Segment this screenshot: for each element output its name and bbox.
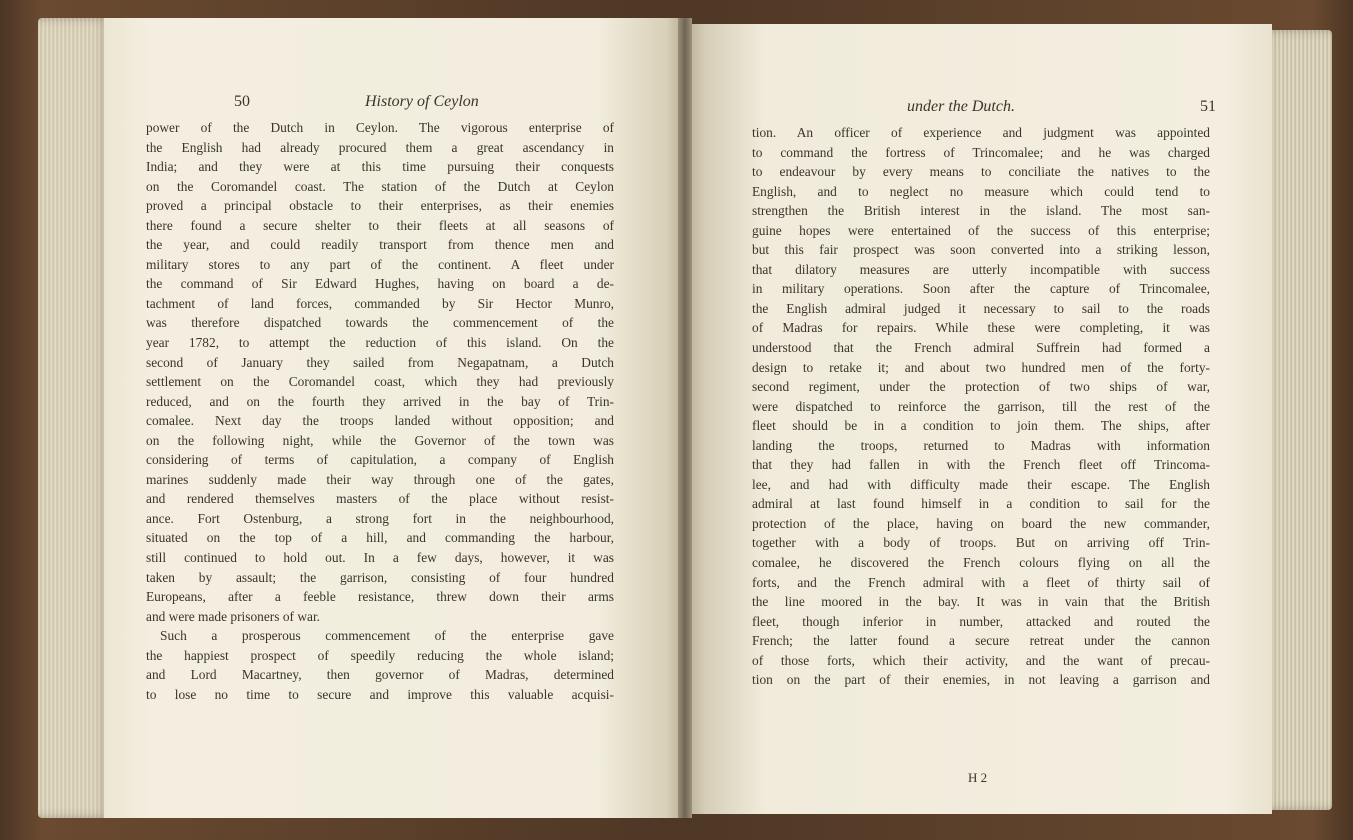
text-line: settlement on the Coromandel coast, which they had previously	[146, 374, 614, 390]
text-line: but this fair prospect was soon converted into a striking lesson,	[752, 242, 1210, 258]
text-line: second regiment, under the protection of two ships of war,	[752, 379, 1210, 395]
text-line: fleet, though inferior in number, attacked and routed the	[752, 613, 1210, 629]
left-page-number: 50	[234, 93, 250, 110]
text-line: landing the troops, returned to Madras with information	[752, 437, 1210, 453]
text-line: Europeans, after a feeble resistance, threw down their arms	[146, 589, 614, 605]
text-line: second of January they sailed from Negapatnam, a Dutch	[146, 354, 614, 370]
text-line: tion. An officer of experience and judgment was appointed	[752, 125, 1210, 140]
text-line: together with a body of troops. But on arriving off Trin-	[752, 535, 1210, 551]
text-line: in military operations. Soon after the capture of Trincomalee,	[752, 281, 1210, 297]
text-line: protection of the place, having on board the new commander,	[752, 515, 1210, 531]
text-line: situated on the top of a hill, and commanding the harbour,	[146, 530, 614, 546]
right-page-edges	[1262, 30, 1332, 810]
text-line: there found a secure shelter to their fleets at all seasons of	[146, 217, 614, 233]
text-line: on the Coromandel coast. The station of the Dutch at Ceylon	[146, 178, 614, 194]
text-line: military stores to any part of the continent. A fleet under	[146, 256, 614, 272]
right-page-number: 51	[1200, 98, 1216, 115]
right-page-header	[0, 98, 1353, 120]
text-line: and Lord Macartney, then governor of Madras, determined	[146, 667, 614, 683]
text-line: to lose no time to secure and improve this valuable acquisi-	[146, 686, 614, 702]
text-line: the English had already procured them a great ascendancy in	[146, 139, 614, 155]
right-page-text	[752, 123, 1210, 690]
text-line: English, and to neglect no measure which could tend to	[752, 183, 1210, 199]
left-page-text	[146, 118, 614, 704]
text-line: forts, and the French admiral with a fleet of thirty sail of	[752, 574, 1210, 590]
text-line: comalee, he discovered the French colours flying on all the	[752, 555, 1210, 571]
left-running-title: History of Ceylon	[365, 93, 479, 110]
text-line: on the following night, while the Governor of the town was	[146, 432, 614, 448]
text-line: and rendered themselves masters of the place without resist-	[146, 491, 614, 507]
text-line: were dispatched to reinforce the garrison, till the rest of the	[752, 398, 1210, 414]
text-line: admiral at last found himself in a condition to sail for the	[752, 496, 1210, 512]
right-running-title: under the Dutch.	[907, 98, 1015, 115]
text-line: considering of terms of capitulation, a company of English	[146, 452, 614, 468]
text-line: of those forts, which their activity, and the want of precau-	[752, 652, 1210, 668]
text-line: to command the fortress of Trincomalee; and he was charged	[752, 144, 1210, 160]
text-line: the year, and could readily transport from thence men and	[146, 237, 614, 253]
text-line: Such a prosperous commencement of the enterprise gave	[160, 628, 614, 644]
text-line: and were made prisoners of war.	[146, 608, 321, 624]
text-line: reduced, and on the fourth they arrived in the bay of Trin-	[146, 393, 614, 409]
text-line: lee, and had with difficulty made their escape. The English	[752, 476, 1210, 492]
text-line: ance. Fort Ostenburg, a strong fort in the neighbourhood,	[146, 510, 614, 526]
text-line: fleet should be in a condition to join them. The ships, after	[752, 418, 1210, 434]
text-line: strengthen the British interest in the island. The most san-	[752, 203, 1210, 219]
text-line: the command of Sir Edward Hughes, having on board a de-	[146, 276, 614, 292]
text-line: India; and they were at this time pursuing their conquests	[146, 159, 614, 175]
text-line: tachment of land forces, commanded by Sir Hector Munro,	[146, 295, 614, 311]
signature-mark: H 2	[968, 770, 988, 785]
text-line: that they had fallen in with the French fleet off Trincoma-	[752, 457, 1210, 473]
text-line: marines suddenly made their way through one of the gates,	[146, 471, 614, 487]
text-line: of Madras for repairs. While these were completing, it was	[752, 320, 1210, 336]
text-line: was therefore dispatched towards the commencement of the	[146, 315, 614, 331]
text-line: to endeavour by every means to conciliate the natives to the	[752, 164, 1210, 180]
text-line: year 1782, to attempt the reduction of this island. On the	[146, 335, 614, 351]
text-line: guine hopes were entertained of the success of this enterprise;	[752, 222, 1210, 238]
text-line: the English admiral judged it necessary to sail to the roads	[752, 300, 1210, 316]
left-page-edges	[38, 18, 110, 818]
text-line: proved a principal obstacle to their enterprises, as their enemies	[146, 198, 614, 214]
text-line: design to retake it; and about two hundred men of the forty-	[752, 359, 1210, 375]
text-line: taken by assault; the garrison, consisting of four hundred	[146, 569, 614, 585]
text-line: understood that the French admiral Suffrein had formed a	[752, 340, 1210, 356]
text-line: power of the Dutch in Ceylon. The vigorous enterprise of	[146, 120, 614, 135]
book-gutter	[678, 18, 692, 818]
text-line: comalee. Next day the troops landed without opposition; and	[146, 413, 614, 429]
text-line: the line moored in the bay. It was in vain that the British	[752, 594, 1210, 610]
text-line: still continued to hold out. In a few days, however, it was	[146, 550, 614, 566]
text-line: that dilatory measures are utterly incompatible with success	[752, 261, 1210, 277]
text-line: the happiest prospect of speedily reducing the whole island;	[146, 647, 614, 663]
text-line: French; the latter found a secure retreat under the cannon	[752, 633, 1210, 649]
text-line: tion on the part of their enemies, in not leaving a garrison and	[752, 672, 1210, 688]
